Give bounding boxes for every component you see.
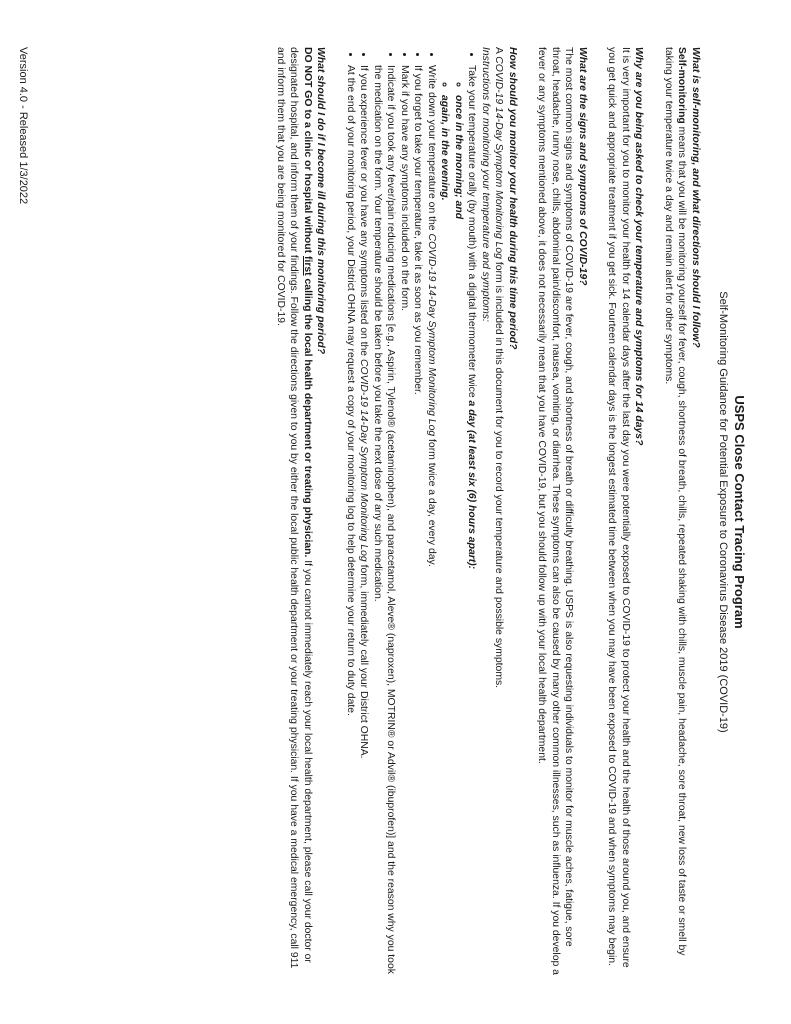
version-footer: Version 4.0 - Released 1/3/2022 <box>17 47 29 205</box>
text-span: form is included in this document for you to record your temperature and possible symptoms. <box>493 258 504 689</box>
question-heading: What should I do if I become ill during this monitoring period? <box>315 47 326 355</box>
paragraph <box>273 47 314 977</box>
list-item: • If you forget to take your temperature, take it as soon as you remember. <box>411 65 425 977</box>
text-span: If you experience fever or you have any symptoms listed on the <box>358 65 369 359</box>
document-page <box>16 12 776 1012</box>
form-name: COVID-19 14-Day Symptom Monitoring Log <box>425 233 437 437</box>
list-item: ◦ once in the morning; and <box>451 95 465 977</box>
text-span: form twice a day, every day. <box>425 436 437 567</box>
warning-text: first <box>301 255 313 276</box>
paragraph <box>661 47 688 977</box>
paragraph-text: If you cannot immediately reach your local health department, please call your doctor or designated hospital, and inform them of your findings. Follow the directions given to you by either the local public health department or your treating physician. If you have a medical emergency, call 911 and inform them that you are being monitored for COVID-19. <box>274 47 313 969</box>
section-why-14-days <box>605 47 646 977</box>
paragraph <box>492 47 506 977</box>
form-name: COVID-19 14-Day Symptom Monitoring Log <box>358 358 369 562</box>
section-if-ill <box>273 47 327 977</box>
paragraph-text: It is very important for you to monitor your health for 14 calendar days after the last day you were potentially exposed to COVID-19 to protect your health and the health of those around you, and ensure you get quick and appropriate treatment if you get sick. Fourteen calendar days is the longest estimated time between when you may have been exposed to COVID-19 and when symptoms may begin. <box>606 47 631 968</box>
text-span: form, immediately call your District OHNA. <box>358 561 369 759</box>
paragraph-text: The most common signs and symptoms of COVID-19 are fever, cough, and shortness of breath or difficulty breathing. USPS is also requesting individuals to monitor for muscle aches, fatigue, sore throat, headache, runny nose, chills, abdominal pain/discomfort, nausea, vomiting, or diarrhea. These symptoms can also be caused by many other common illnesses, such as influenza. If you develop a fever or any symptoms mentioned above, it does not necessarily mean that you have COVID-19, but you should follow up with your local health department. <box>536 47 574 975</box>
question-heading: Why are you being asked to check your temperature and symptoms for 14 days? <box>633 47 644 446</box>
document-title: USPS Close Contact Tracing Program <box>731 395 747 629</box>
instructions-label: Instructions for monitoring your temperature and symptoms: <box>479 47 491 322</box>
list-item: • At the end of your monitoring period, your District OHNA may request a copy of your monitoring log to help determine your return to duty date. <box>343 65 357 977</box>
list-item: ◦ again, in the evening. <box>438 95 452 977</box>
list-item: • Indicate if you took any fever/pain reducing medications [e.g., Aspirin, Tylenol® (acetaminophen), and paracetamol, Aleve® (naproxen), MOTRIN® or Advil® (ibuprofen)] and the reason why you took the medication on the form. Your temperature should be taken before you take the next dose of any such medication. <box>370 65 397 977</box>
list-item <box>424 65 438 977</box>
document-subtitle: Self-Monitoring Guidance for Potential Exposure to Coronavirus Disease 2019 (COVID-19) <box>717 291 729 733</box>
question-heading: What are the signs and symptoms of COVID-19? <box>576 47 588 286</box>
text-span: A <box>493 47 504 57</box>
instruction-list <box>343 47 478 977</box>
form-name: COVID-19 14-Day Symptom Monitoring Log <box>493 56 504 259</box>
list-item: • Mark if you have any symptoms included on the form. <box>397 65 411 977</box>
warning-text: DO NOT GO to a clinic or hospital without <box>301 47 313 256</box>
section-signs-symptoms <box>535 47 589 977</box>
paragraph-text: means that you will be monitoring yourself for fever, cough, shortness of breath, chills, repeated shaking with chills, muscle pain, headache, sore throat, new loss of taste or smell by taking your temperature twice a day and remain alert for other symptoms. <box>662 47 687 956</box>
text-span: Write down your temperature on the <box>425 65 437 234</box>
list-item <box>357 65 371 977</box>
question-heading: What is self-monitoring, and what directions should I follow? <box>689 47 701 348</box>
warning-text: calling the local health department or treating physician. <box>301 275 313 558</box>
emphasis-text: a day (at least six (6) hours apart): <box>466 400 477 570</box>
sub-list <box>438 65 465 977</box>
text-span: Take your temperature orally (by mouth) with a digital thermometer twice <box>466 65 477 401</box>
section-self-monitoring <box>661 47 702 977</box>
list-item <box>438 65 479 977</box>
question-heading: How should you monitor your health during this time period? <box>506 47 518 350</box>
section-how-to-monitor <box>343 47 519 977</box>
term-label: Self-monitoring <box>676 47 687 124</box>
